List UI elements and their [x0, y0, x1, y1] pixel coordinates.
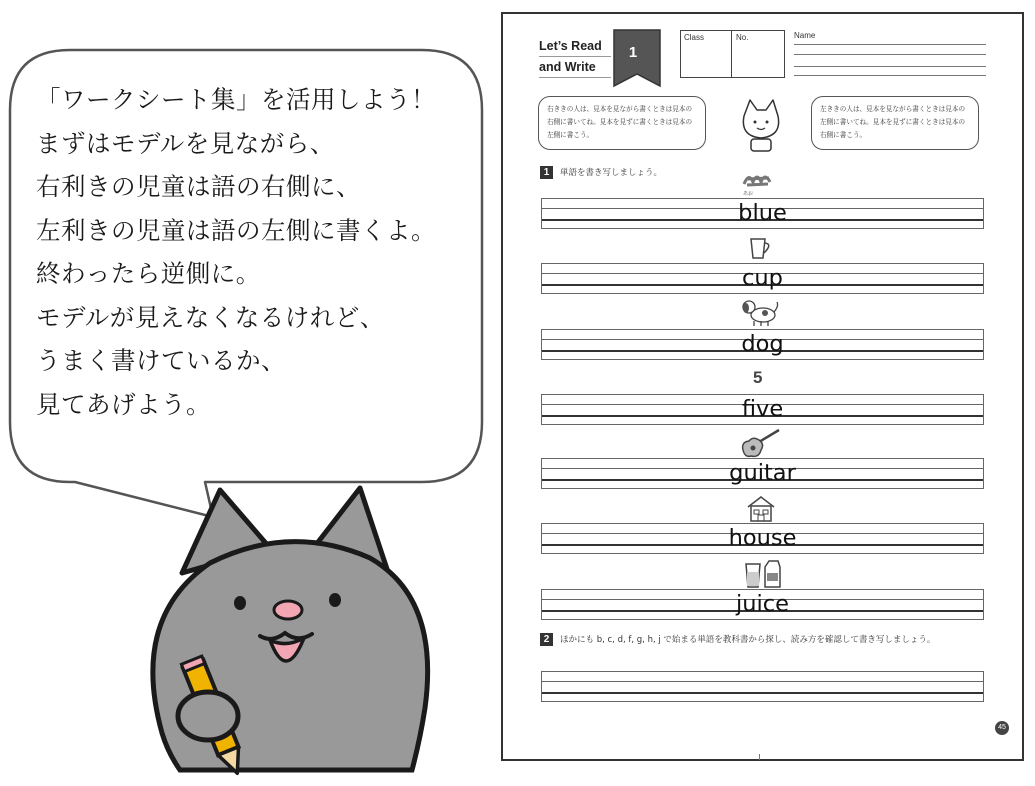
blue-ruby: あお — [743, 191, 754, 197]
left-handed-tip: 左ききの人は、見本を見ながら書くときは見本の左側に書いてね。見本を見ずに書くときは見本の右側に書こう。 — [811, 96, 979, 150]
name-line — [794, 54, 986, 55]
section-1-heading — [540, 166, 662, 181]
bubble-line: うまく書けているか、 — [36, 346, 286, 375]
right-handed-tip: 右ききの人は、見本を見ながら書くときは見本の右側に書いてね。見本を見ずに書くときは見本の左側に書こう。 — [538, 96, 706, 150]
model-word-juice: juice — [736, 591, 789, 617]
name-line — [794, 44, 986, 45]
bubble-line: 右利きの児童は語の右側に、 — [36, 172, 361, 201]
juice-icon — [743, 558, 783, 590]
bubble-line: 「ワークシート集」を活用しよう！ — [36, 85, 436, 114]
class-label: Class — [684, 33, 705, 42]
house-icon — [745, 494, 777, 524]
section-2-text: ほかにも b, c, d, f, g, h, j で始まる単語を教科書から探し、読み方を確認して書き写しましょう。 — [560, 635, 936, 645]
cat-mascot-illustration — [120, 478, 460, 778]
cup-icon — [747, 234, 775, 262]
model-word-house: house — [728, 525, 797, 551]
title-line-2: and Write — [539, 57, 611, 78]
small-cat-icon — [738, 96, 784, 154]
section-1-text: 単語を書き写しましょう。 — [560, 168, 663, 178]
center-tick-mark — [759, 754, 760, 760]
name-label: Name — [794, 31, 816, 40]
name-line — [794, 66, 986, 67]
title-line-1: Let’s Read — [539, 36, 611, 57]
dog-icon — [739, 296, 781, 328]
bubble-line: モデルが見えなくなるけれど、 — [36, 302, 385, 332]
bubble-line: まずはモデルを見ながら、 — [36, 128, 335, 158]
section-2-heading — [540, 633, 990, 648]
worksheet-title — [539, 36, 611, 78]
model-word-blue: blue — [738, 200, 787, 226]
model-word-five: five — [741, 396, 784, 422]
unit-number: 1 — [628, 44, 638, 61]
model-word-guitar: guitar — [729, 460, 796, 486]
number-five-icon: 5 — [753, 368, 763, 387]
box-divider — [731, 31, 732, 77]
cat-nose — [274, 601, 302, 619]
model-word-cup: cup — [742, 265, 783, 291]
blue-scribble-icon — [741, 170, 773, 188]
writing-lines-free — [541, 671, 984, 702]
cat-paw — [178, 692, 238, 740]
cat-right-eye — [329, 593, 341, 607]
bubble-line: 左利きの児童は語の左側に書くよ。 — [36, 215, 436, 245]
worksheet-page — [501, 12, 1024, 761]
speech-bubble-text — [36, 78, 476, 426]
page-number: 45 — [995, 721, 1009, 735]
bubble-line: 終わったら逆側に。 — [36, 259, 261, 288]
no-label: No. — [736, 33, 749, 42]
section-1-number: 1 — [540, 166, 553, 179]
guitar-icon — [739, 426, 783, 460]
bubble-line: 見てあげよう。 — [36, 389, 211, 419]
section-2-number: 2 — [540, 633, 553, 646]
model-word-dog: dog — [741, 331, 784, 357]
name-line — [794, 75, 986, 76]
cat-left-eye — [234, 596, 246, 610]
class-no-box — [680, 30, 785, 78]
